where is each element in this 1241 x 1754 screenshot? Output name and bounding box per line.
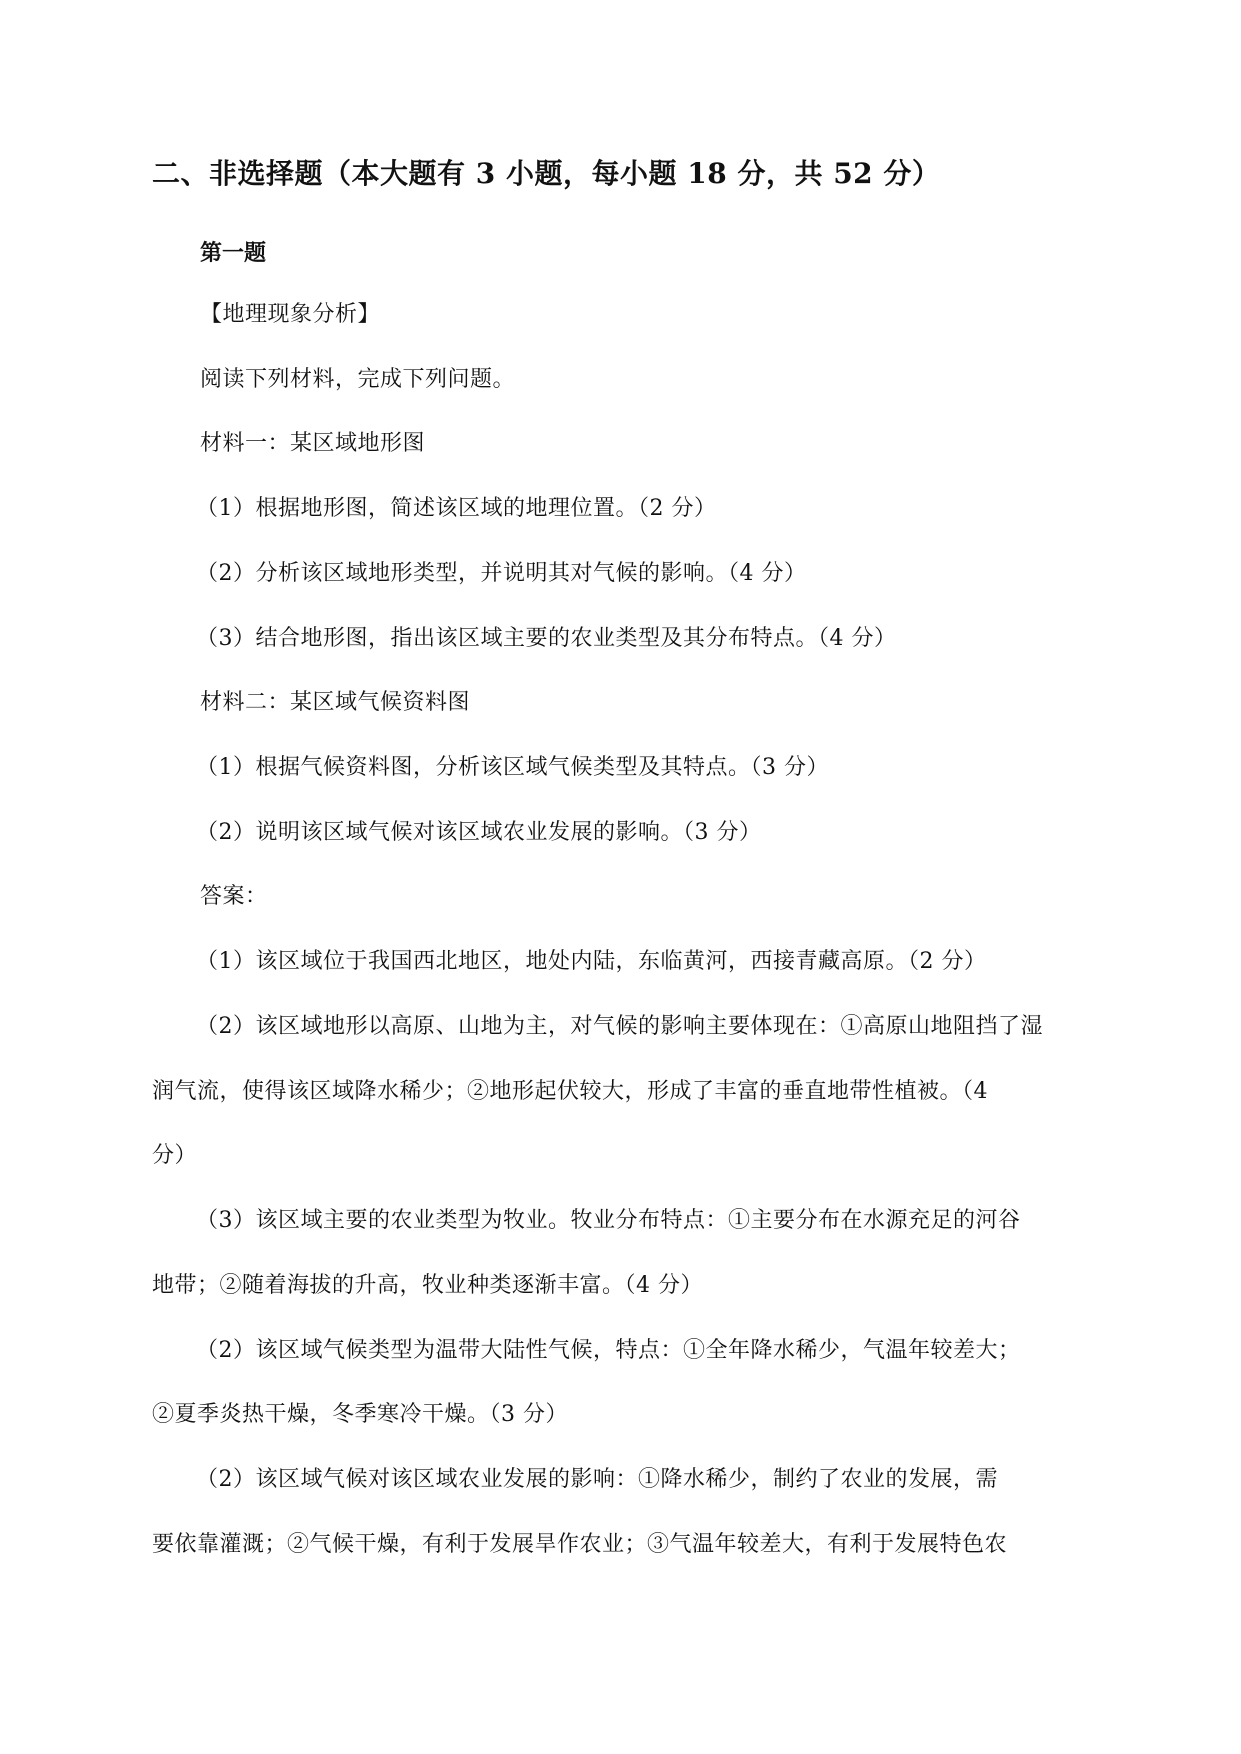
answer-4-line-2: ②夏季炎热干燥，冬季寒冷干燥。（3 分） xyxy=(152,1402,568,1427)
section-title: 二、非选择题（本大题有 3 小题，每小题 18 分，共 52 分） xyxy=(152,157,941,190)
question-category: 【地理现象分析】 xyxy=(200,302,381,327)
material1-item-3: （3）结合地形图，指出该区域主要的农业类型及其分布特点。（4 分） xyxy=(196,626,897,651)
answer-3-line-2: 地带；②随着海拔的升高，牧业种类逐渐丰富。（4 分） xyxy=(152,1273,703,1298)
question-title: 第一题 xyxy=(200,240,267,266)
answer-2-line-3: 分） xyxy=(152,1143,198,1168)
answer-2-line-1: （2）该区域地形以高原、山地为主，对气候的影响主要体现在：①高原山地阻挡了湿 xyxy=(196,1014,1043,1039)
material2-item-2: （2）说明该区域气候对该区域农业发展的影响。（3 分） xyxy=(196,820,762,845)
material1-item-1: （1）根据地形图，简述该区域的地理位置。（2 分） xyxy=(196,496,717,521)
material1-label: 材料一：某区域地形图 xyxy=(200,431,426,456)
answer-2-line-2: 润气流，使得该区域降水稀少；②地形起伏较大，形成了丰富的垂直地带性植被。（4 xyxy=(152,1079,988,1104)
material2-item-1: （1）根据气候资料图，分析该区域气候类型及其特点。（3 分） xyxy=(196,755,829,780)
answer-4-line-1: （2）该区域气候类型为温带大陆性气候，特点：①全年降水稀少，气温年较差大； xyxy=(196,1338,1021,1363)
answer-1-line-1: （1）该区域位于我国西北地区，地处内陆，东临黄河，西接青藏高原。（2 分） xyxy=(196,949,987,974)
material1-item-2: （2）分析该区域地形类型，并说明其对气候的影响。（4 分） xyxy=(196,561,807,586)
material2-label: 材料二：某区域气候资料图 xyxy=(200,690,471,715)
answer-3-line-1: （3）该区域主要的农业类型为牧业。牧业分布特点：①主要分布在水源充足的河谷 xyxy=(196,1208,1021,1233)
answer-5-line-1: （2）该区域气候对该区域农业发展的影响：①降水稀少，制约了农业的发展，需 xyxy=(196,1467,998,1492)
question-instruction: 阅读下列材料，完成下列问题。 xyxy=(200,367,516,392)
answer-label: 答案： xyxy=(200,884,268,909)
answer-5-line-2: 要依靠灌溉；②气候干燥，有利于发展旱作农业；③气温年较差大，有利于发展特色农 xyxy=(152,1532,1008,1557)
